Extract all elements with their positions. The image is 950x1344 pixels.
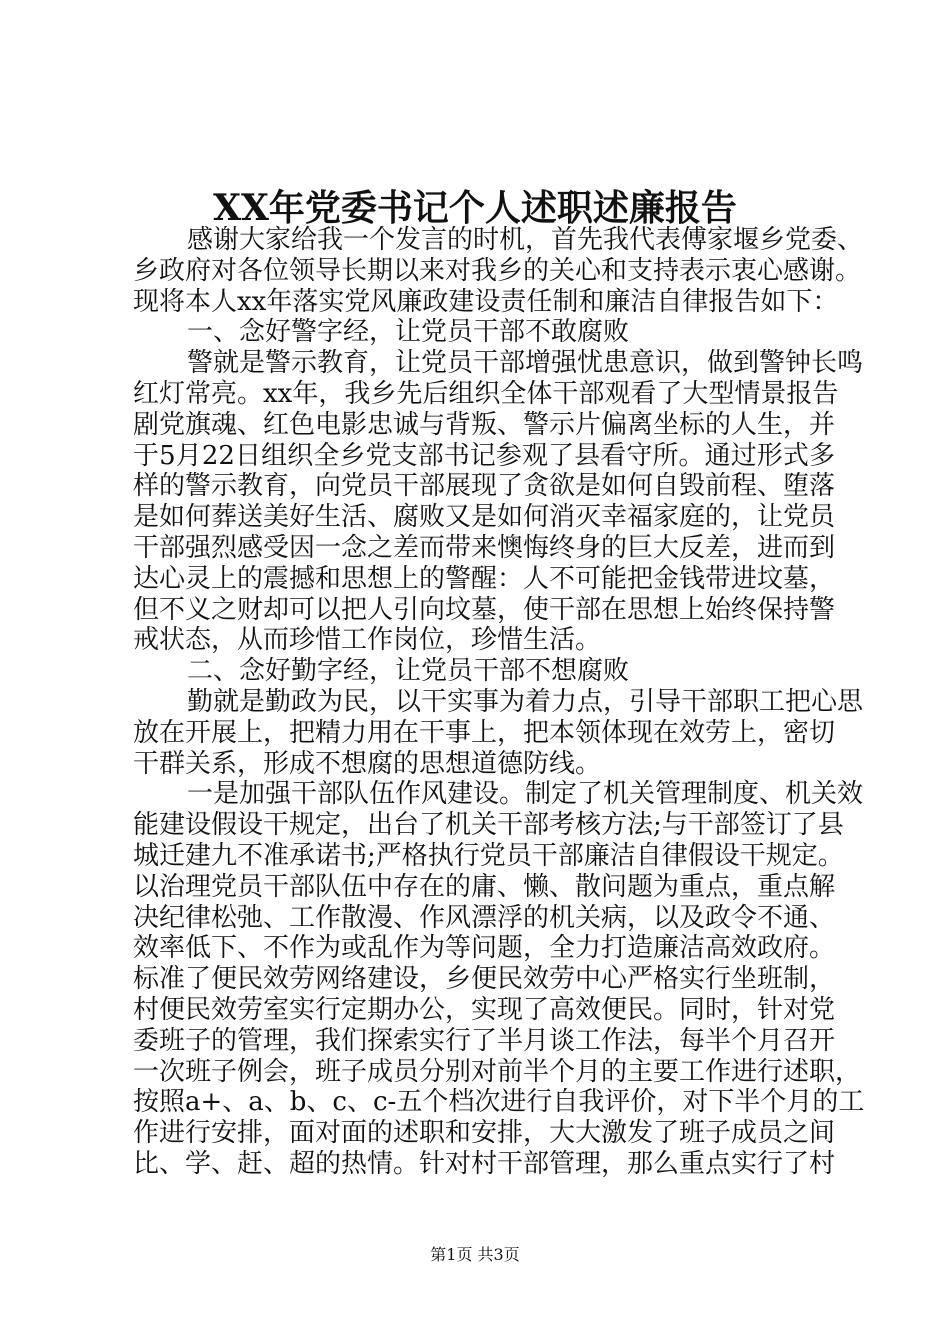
paragraph (133, 779, 865, 1179)
document-title: XX年党委书记个人述职述廉报告 (213, 187, 737, 229)
text-line: 警就是警示教育，让党员干部增强忧患意识，做到警钟长鸣 (187, 348, 864, 379)
text-line: 效率低下、不作为或乱作为等问题，全力打造廉洁高效政府。 (133, 933, 836, 964)
text-line: 一是加强干部队伍作风建设。制定了机关管理制度、机关效 (187, 779, 864, 810)
text-line: 达心灵上的震撼和思想上的警醒：人不可能把金钱带进坟墓， (133, 563, 836, 594)
text-line: 剧党旗魂、红色电影忠诚与背叛、警示片偏离坐标的人生，并 (133, 409, 836, 440)
text-line: 放在开展上，把精力用在干事上，把本领体现在效劳上，密切 (133, 717, 836, 748)
text-line: 但不义之财却可以把人引向坟墓，使干部在思想上始终保持警 (133, 594, 836, 625)
text-line: 能建设假设干规定，出台了机关干部考核方法;与干部签订了县 (133, 810, 844, 841)
text-line: 于5月22日组织全乡党支部书记参观了县看守所。通过形式多 (133, 440, 835, 471)
document-body (133, 225, 865, 1180)
text-line: 一次班子例会，班子成员分别对前半个月的主要工作进行述职， (133, 1056, 862, 1087)
text-line: 感谢大家给我一个发言的时机，首先我代表傅家堰乡党委、 (187, 225, 864, 255)
text-line: 干部强烈感受因一念之差而带来懊悔终身的巨大反差，进而到 (133, 532, 836, 563)
paragraph (133, 225, 864, 317)
text-line: 样的警示教育，向党员干部展现了贪欲是如何自毁前程、堕落 (133, 471, 836, 502)
text-line: 比、学、赶、超的热情。针对村干部管理，那么重点实行了村 (133, 1148, 836, 1179)
text-line: 勤就是勤政为民，以干实事为着力点，引导干部职工把心思 (187, 686, 864, 717)
text-line: 按照a+、a、b、c、c-五个档次进行自我评价，对下半个月的工 (133, 1087, 865, 1118)
text-line: 现将本人xx年落实党风廉政建设责任制和廉洁自律报告如下： (133, 286, 839, 317)
text-line: 是如何葬送美好生活、腐败又是如何消灭幸福家庭的，让党员 (133, 502, 836, 533)
text-line: 以治理党员干部队伍中存在的庸、懒、散问题为重点，重点解 (133, 871, 836, 902)
text-line: 红灯常亮。xx年，我乡先后组织全体干部观看了大型情景报告 (133, 378, 839, 409)
text-line: 一、念好警字经，让党员干部不敢腐败 (187, 317, 630, 348)
paragraph (133, 317, 835, 348)
text-line: 乡政府对各位领导长期以来对我乡的关心和支持表示衷心感谢。 (133, 255, 862, 286)
text-line: 戒状态，从而珍惜工作岗位，珍惜生活。 (133, 625, 602, 656)
page-footer: 第1页 共3页 (430, 1245, 520, 1264)
text-line: 委班子的管理，我们探索实行了半月谈工作法，每半个月召开 (133, 1025, 836, 1056)
paragraph (133, 348, 864, 656)
text-line: 城迁建九不准承诺书;严格执行党员干部廉洁自律假设干规定。 (133, 840, 844, 871)
text-line: 标准了便民效劳网络建设，乡便民效劳中心严格实行坐班制， (133, 964, 836, 995)
text-line: 决纪律松弛、工作散漫、作风漂浮的机关病，以及政令不通、 (133, 902, 836, 933)
paragraph (133, 686, 864, 779)
text-line: 作进行安排，面对面的述职和安排，大大激发了班子成员之间 (133, 1118, 836, 1149)
text-line: 村便民效劳室实行定期办公，实现了高效便民。同时，针对党 (133, 994, 836, 1025)
text-line: 干群关系，形成不想腐的思想道德防线。 (133, 748, 602, 779)
text-line: 二、念好勤字经，让党员干部不想腐败 (187, 656, 630, 687)
paragraph (133, 656, 835, 687)
